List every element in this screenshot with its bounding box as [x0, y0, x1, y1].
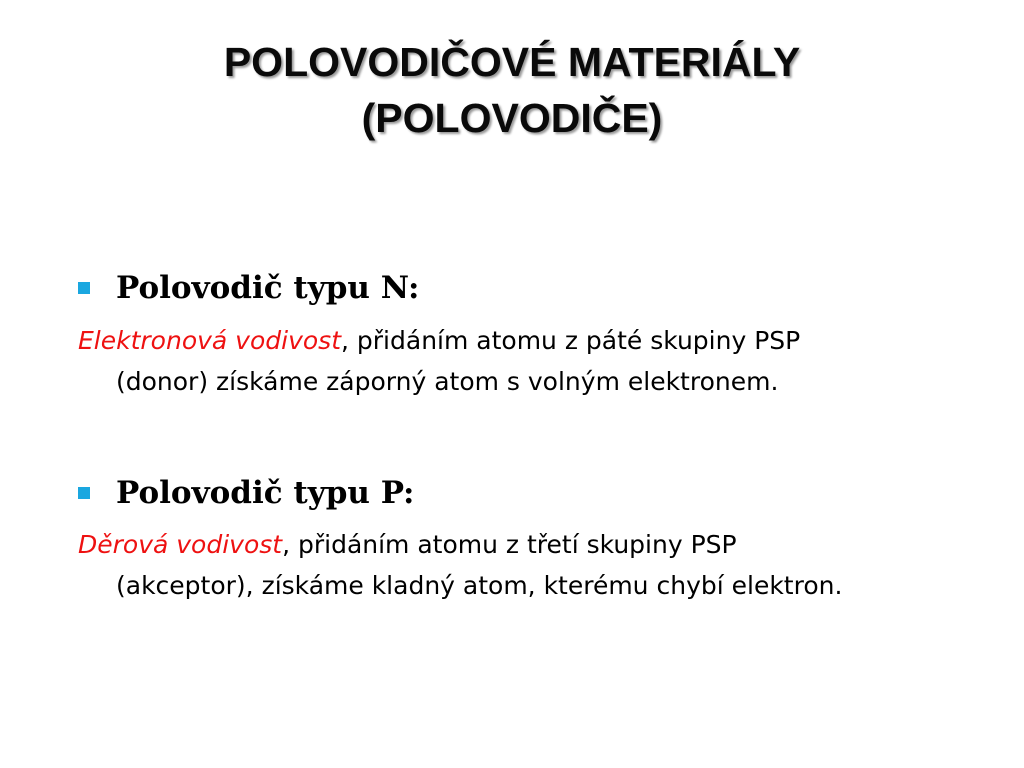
bullet-heading: Polovodič typu P:: [116, 475, 415, 511]
bullet-item-type-p: [78, 475, 414, 511]
description-line: [78, 524, 978, 565]
bullet-heading: Polovodič typu N:: [116, 270, 420, 306]
description-line-continued: (donor) získáme záporný atom s volným elektronem.: [116, 367, 779, 396]
description-paragraph: [78, 524, 978, 606]
square-bullet-icon: [78, 282, 90, 294]
square-bullet-icon: [78, 487, 90, 499]
highlighted-term: Elektronová vodivost: [78, 326, 342, 355]
highlighted-term: Děrová vodivost: [78, 530, 283, 559]
description-text: , přidáním atomu z třetí skupiny PSP: [282, 530, 737, 559]
description-line: [78, 320, 978, 361]
description-line-continued: (akceptor), získáme kladný atom, kterému chybí elektron.: [116, 571, 843, 600]
bullet-item-type-n: [78, 270, 419, 306]
slide-title-line-2: (POLOVODIČE): [361, 95, 663, 141]
slide-title-line-1: POLOVODIČOVÉ MATERIÁLY: [223, 39, 801, 85]
description-text: , přidáním atomu z páté skupiny PSP: [341, 326, 801, 355]
description-paragraph: [78, 320, 978, 402]
